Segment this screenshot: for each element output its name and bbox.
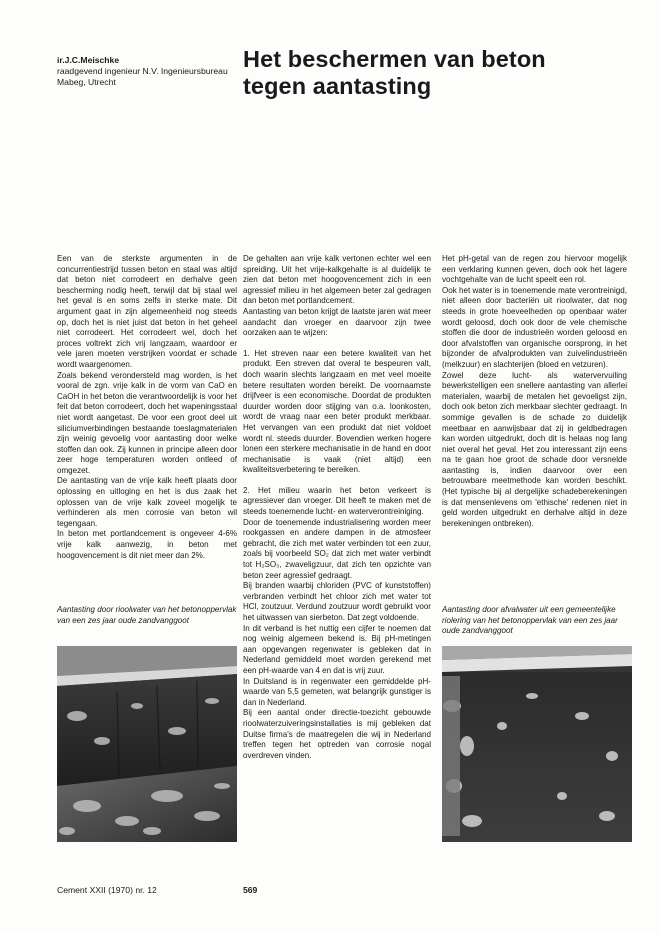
figure-caption-2: Aantasting door afvalwater uit een gemeentelijke riolering van het betonoppervlak van een zes jaar oude zandvanggoot (442, 605, 618, 635)
photo-sewer-channel (57, 646, 237, 842)
title-line-1: Het beschermen van beton (243, 46, 546, 72)
paragraph: Ook het water is in toenemende mate verontreinigd, niet alleen door bacteriën uit rioolwater, dat nog steeds in grote hoeveelheden op openbaar water wordt geloosd, doch ook door de vele chemische stoffen die door de industrieën worden geloosd en door afvalstoffen van organische oorsprong, in het bijzonder de afvalprodukten van zuivelindustrieën (melkzuur) en slachterijen (bloed en vetzuren). (442, 285, 627, 369)
paragraph: Zoals bekend verondersteld mag worden, is het vooral de zgn. vrije kalk in de vorm van CaO en CaOH in het beton die verantwoordelijk is voor het feit dat beton corrodeert, doch het wapeningsstaal niet wordt aangetast. De voor een groot deel uit siliciumverbindingen bestaande toeslagmaterialen zijn weinig gevoelig voor aantasting door welke stoffen dan ook. Zij kunnen in principe alleen door zeer hoge temperaturen worden ontleed of omgezet. (57, 370, 237, 475)
paragraph: 2. Het milieu waarin het beton verkeert is agressiever dan vroeger. Dit heeft te maken met de steeds toenemende lucht- en waterverontreiniging. (243, 485, 431, 517)
paragraph: In beton met portlandcement is ongeveer 4-6% vrije kalk aanwezig, in beton met hoogovencement is dit niet meer dan 2%. (57, 529, 237, 560)
figure-caption-1: Aantasting door rioolwater van het betonoppervlak van een zes jaar oude zandvanggoot (57, 605, 237, 625)
author-name: ir.J.C.Meischke (57, 55, 120, 65)
paragraph: 1. Het streven naar een betere kwaliteit van het produkt. Een streven dat overal te bespeuren valt, doch waarin slechts langzaam en met veel moeite betere resultaten worden bereikt. De voornaamste drijfveer is een economische. Doordat de produkten duurder worden door stijging van o.a. loonkosten, wordt de vraag naar een beter produkt merkbaar. Het vervangen van een produkt dat niet voldoet wordt nl. steeds duurder. Bovendien werken hogere lonen een sterkere mechanisatie in de hand en door mechanisatie is vaak (niet altijd) een kwaliteitsverbetering te bereiken. (243, 348, 431, 475)
author-block (57, 55, 247, 89)
paragraph: Bij branden waarbij chloriden (PVC of kunststoffen) verbranden verbindt het chloor zich met water tot HCl, zoutzuur. Verdund zoutzuur wordt gebruikt voor het uitwassen van sierbeton. Dat zegt voldoende. (243, 581, 431, 622)
journal-reference: Cement XXII (1970) nr. 12 (57, 885, 157, 895)
text-column-3 (442, 254, 627, 529)
paragraph: In dit verband is het nuttig een cijfer te noemen dat nog weinig algemeen bekend is. Bij pH-metingen aan opgevangen regenwater is gebleken dat in Nederland gemiddeld moet worden gerekend met een pH-waarde van 4 en dat is vrij zuur. (243, 623, 431, 675)
paragraph: Bij een aantal onder directie-toezicht gebouwde rioolwaterzuiveringsinstallaties is mij gebleken dat Duitse firma's de maatregelen die wij in Nederland treffen tegen het optreden van corrosie nogal overdreven vinden. (243, 708, 431, 760)
paragraph: Zowel deze lucht- als watervervuiling bewerkstelligen een snellere aantasting van allerlei materialen, waarbij de metalen het gevoeligst zijn, doch ook beton zich merkbaar slechter gedraagt. In sommige gevallen is de schade zo duidelijk meetbaar en aanwijsbaar dat zij in geldbedragen kan worden uitgedrukt, doch dit is helaas nog lang niet overal het geval. Het zou interessant zijn eens na te gaan hoe groot de schade door versnelde aantasting is, indien daarvoor over een betrouwbare meetmethode kan worden beschikt. (Het typische bij al dergelijke schadeberekeningen is dat mensenlevens om 'ethische' redenen niet in geld worden uitgedrukt en derhalve altijd in deze berekeningen ontbreken). (442, 370, 627, 528)
photo-municipal-sewer (442, 646, 632, 842)
text-column-1 (57, 254, 237, 561)
paragraph: Het pH-getal van de regen zou hiervoor mogelijk een verklaring kunnen geven, doch ook het lagere vochtgehalte van de lucht speelt een rol. (442, 254, 627, 285)
paragraph: Een van de sterkste argumenten in de concurrentiestrijd tussen beton en staal was altijd dat beton niet corrodeert en derhalve geen bescherming nodig heeft, terwijl dat bij staal wel het geval is en soms zelfs in sterke mate. Dit argument gaat in zijn algemeenheid nog steeds op, doch het is niet juist dat beton in het geheel niet corrodeert. Het corrodeert wel, doch het proces voltrekt zich vrij langzaam, waardoor er vele jaren moeten verstrijken voordat er schade wordt waargenomen. (57, 254, 237, 369)
paragraph: Aantasting van beton krijgt de laatste jaren wat meer aandacht dan vroeger en daarvoor zijn twee oorzaken aan te wijzen: (243, 306, 431, 338)
paragraph: In Duitsland is in regenwater een gemiddelde pH-waarde van 5,5 gemeten, wat belangrijk gunstiger is dan in Nederland. (243, 676, 431, 707)
author-affiliation: raadgevend ingenieur N.V. Ingenieursbureau (57, 66, 228, 77)
title-line-2: tegen aantasting (243, 73, 432, 99)
page-number: 569 (243, 885, 258, 895)
paragraph: De aantasting van de vrije kalk heeft plaats door oplossing en uitloging en het is dus zaak het oplossen van de vrije kalk zoveel mogelijk te verhinderen als men corrosie van beton wil tegengaan. (57, 476, 237, 528)
author-location: Mabeg, Utrecht (57, 77, 116, 88)
text-column-2 (243, 254, 431, 761)
paragraph: Door de toenemende industrialisering worden meer rookgassen en andere dampen in de atmosfeer gebracht, die zich met water verbinden tot een zuur, zoals bij voorbeeld SO₂ dat zich met water verbindt tot H₂SO₃, zwaveligzuur, dat zich ten opzichte van beton zeer agressief gedraagt. (243, 517, 431, 580)
paragraph: De gehalten aan vrije kalk vertonen echter wel een spreiding. Uit het vrije-kalkgehalte is al duidelijk te zien dat beton met hoogovencement zich in een agressief milieu in het algemeen beter zal gedragen dan beton met portlandcement. (243, 254, 431, 306)
article-title (243, 46, 643, 100)
